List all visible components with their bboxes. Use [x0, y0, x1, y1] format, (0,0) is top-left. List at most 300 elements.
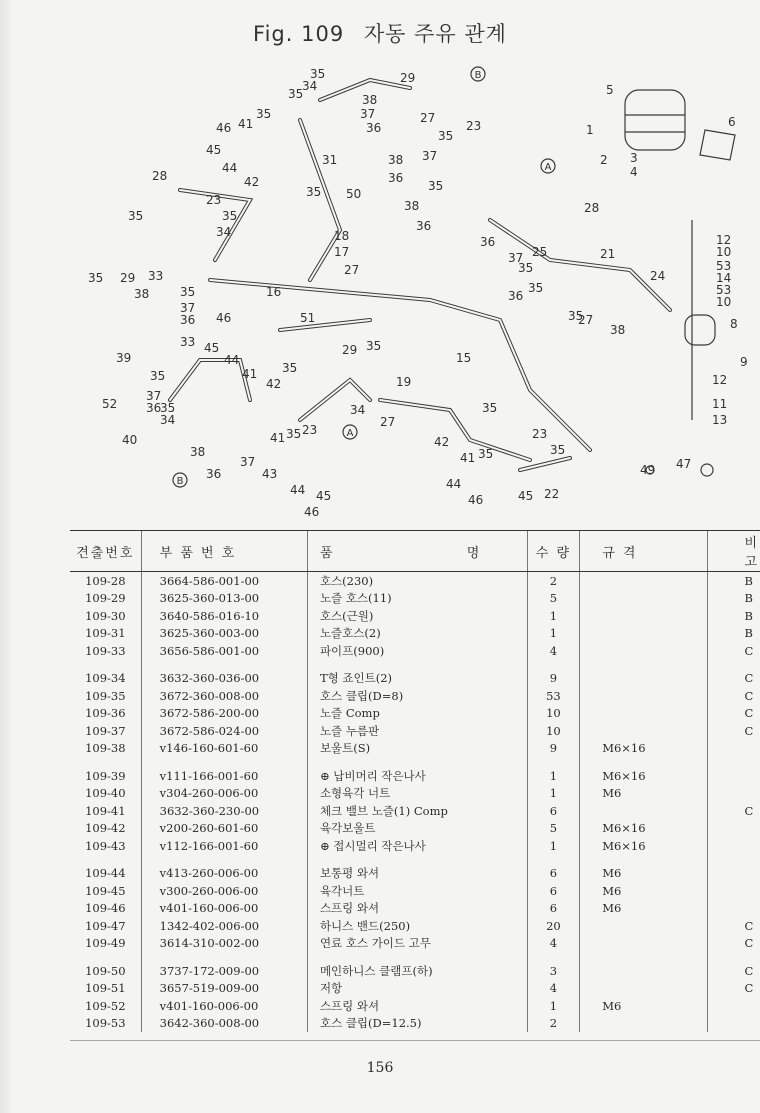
cell-name: 메인하니스 클램프(하)	[307, 962, 527, 980]
callout-number: 36	[480, 235, 496, 249]
cell-part-no: 3640-586-016-10	[141, 607, 307, 625]
cell-no: 109-34	[85, 671, 126, 686]
callout-number: 4	[630, 165, 638, 179]
oil-tank	[625, 90, 685, 150]
callout-number: 45	[206, 143, 222, 157]
callout-number: 36	[146, 401, 162, 415]
callout-number: 6	[728, 115, 736, 129]
callout-number: 42	[244, 175, 260, 189]
callout-number: 34	[160, 413, 176, 427]
cell-no: 109-36	[85, 706, 126, 721]
cell-spec	[580, 572, 708, 590]
callout-number: 27	[344, 263, 360, 277]
callout-number: 36	[366, 121, 382, 135]
callout-number: 45	[316, 489, 332, 503]
callout-number: 45	[204, 341, 220, 355]
cell-remark	[708, 785, 760, 803]
figure-title-text: 자동 주유 관계	[363, 22, 507, 46]
cell-qty: 5	[527, 820, 580, 838]
main-pipe	[210, 280, 590, 450]
callout-number: 35	[310, 67, 326, 81]
cell-spec: M6	[580, 997, 708, 1015]
table-row	[70, 642, 760, 660]
callout-number: 36	[206, 467, 222, 481]
cell-spec	[580, 607, 708, 625]
table-row	[70, 722, 760, 740]
cell-name: 육각너트	[307, 882, 527, 900]
cell-part-no: v304-260-006-00	[141, 785, 307, 803]
cell-qty: 9	[527, 740, 580, 758]
callout-number: 35	[222, 209, 238, 223]
cell-spec	[580, 980, 708, 998]
callout-number: 35	[282, 361, 298, 375]
cell-name: 소형육각 너트	[307, 785, 527, 803]
table-row	[70, 820, 760, 838]
cell-remark: B	[708, 607, 760, 625]
callout-number: 46	[216, 311, 232, 325]
cell-part-no: 3632-360-230-00	[141, 802, 307, 820]
callout-number: 9	[740, 355, 748, 369]
callout-number: 33	[148, 269, 164, 283]
cell-qty: 1	[527, 625, 580, 643]
cell-name: 호스(230)	[307, 572, 527, 590]
cell-spec	[580, 935, 708, 953]
cell-remark: C	[708, 687, 760, 705]
header-name-right: 명	[466, 545, 482, 561]
section-marker	[173, 473, 187, 487]
cell-remark	[708, 865, 760, 883]
section-marker	[541, 159, 555, 173]
cell-qty: 6	[527, 882, 580, 900]
cell-no: 109-45	[85, 883, 126, 898]
callout-number: 37	[146, 389, 162, 403]
cell-qty: 9	[527, 670, 580, 688]
cell-spec	[580, 1015, 708, 1033]
callout-number: 35	[128, 209, 144, 223]
figure-label: Fig. 109	[253, 22, 345, 46]
callout-number: 35	[286, 427, 302, 441]
callout-number: 46	[304, 505, 320, 519]
cell-spec: M6×16	[580, 767, 708, 785]
cell-no: 109-31	[85, 626, 126, 641]
callout-number: 11	[712, 397, 728, 411]
cell-spec	[580, 705, 708, 723]
callout-number: 23	[466, 119, 482, 133]
row-spacer	[70, 660, 760, 670]
cell-no: 109-38	[85, 741, 126, 756]
cell-qty: 1	[527, 997, 580, 1015]
cell-part-no: v300-260-006-00	[141, 882, 307, 900]
cell-part-no: 3672-360-008-00	[141, 687, 307, 705]
callout-number: 35	[180, 285, 196, 299]
cell-name: ⊕ 납비머리 작은나사	[307, 767, 527, 785]
callout-number: 50	[346, 187, 362, 201]
cell-no: 109-52	[85, 998, 126, 1013]
callout-number: 53	[716, 259, 732, 273]
cell-remark: C	[708, 802, 760, 820]
section-marker	[343, 425, 357, 439]
cell-qty: 6	[527, 802, 580, 820]
callout-number: 41	[270, 431, 286, 445]
table-bottom-rule	[70, 1040, 760, 1041]
callout-number: 53	[716, 283, 732, 297]
callout-number: 27	[420, 111, 436, 125]
table-row	[70, 590, 760, 608]
cell-name: 체크 밸브 노즐(1) Comp	[307, 802, 527, 820]
callout-number: 35	[288, 87, 304, 101]
callout-number: 3	[630, 151, 638, 165]
header-no: 견출번호	[70, 531, 141, 572]
cell-remark: B	[708, 572, 760, 590]
cell-part-no: v401-160-006-00	[141, 997, 307, 1015]
callout-number: 44	[224, 353, 240, 367]
table-row	[70, 572, 760, 590]
cell-part-no: 3625-360-003-00	[141, 625, 307, 643]
callout-number: 38	[134, 287, 150, 301]
callout-number: 41	[460, 451, 476, 465]
cell-remark	[708, 997, 760, 1015]
cell-no: 109-42	[85, 821, 126, 836]
cell-name: 호스 클립(D=12.5)	[307, 1015, 527, 1033]
table-row	[70, 785, 760, 803]
cell-remark	[708, 900, 760, 918]
callout-number: 36	[508, 289, 524, 303]
callout-number: 37	[180, 301, 196, 315]
callout-number: 29	[120, 271, 136, 285]
cell-no: 109-28	[85, 573, 126, 588]
table-row	[70, 1015, 760, 1033]
cell-remark	[708, 1015, 760, 1033]
callout-number: 23	[206, 193, 222, 207]
cell-spec	[580, 625, 708, 643]
cell-remark: B	[708, 590, 760, 608]
cell-part-no: 3657-519-009-00	[141, 980, 307, 998]
section-marker-label: B	[176, 476, 184, 487]
cell-part-no: v401-160-006-00	[141, 900, 307, 918]
cell-part-no: 3642-360-008-00	[141, 1015, 307, 1033]
callout-number: 40	[122, 433, 138, 447]
cell-remark	[708, 767, 760, 785]
cell-remark: C	[708, 670, 760, 688]
cell-no: 109-37	[85, 723, 126, 738]
cell-part-no: 1342-402-006-00	[141, 917, 307, 935]
cell-name: 노즐 호스(11)	[307, 590, 527, 608]
callout-number: 44	[290, 483, 306, 497]
cell-qty: 1	[527, 837, 580, 855]
callout-number: 25	[532, 245, 548, 259]
cell-qty: 6	[527, 900, 580, 918]
callout-number: 38	[404, 199, 420, 213]
callout-number: 41	[242, 367, 258, 381]
callout-number: 16	[266, 285, 282, 299]
callout-number: 35	[482, 401, 498, 415]
callout-layer	[88, 67, 748, 519]
callout-number: 35	[438, 129, 454, 143]
cell-no: 109-40	[85, 786, 126, 801]
cell-part-no: v413-260-006-00	[141, 865, 307, 883]
cell-name: 저항	[307, 980, 527, 998]
table-row	[70, 740, 760, 758]
cell-no: 109-50	[85, 963, 126, 978]
header-spec: 규 격	[580, 531, 708, 572]
cell-name: 노즐 Comp	[307, 705, 527, 723]
table-row	[70, 705, 760, 723]
cell-part-no: 3672-586-200-00	[141, 705, 307, 723]
table-row	[70, 882, 760, 900]
callout-number: 17	[334, 245, 350, 259]
cell-no: 109-33	[85, 643, 126, 658]
cell-qty: 2	[527, 572, 580, 590]
cell-part-no: 3664-586-001-00	[141, 572, 307, 590]
cell-name: 파이프(900)	[307, 642, 527, 660]
cell-name: 보통평 와셔	[307, 865, 527, 883]
cell-part-no: 3632-360-036-00	[141, 670, 307, 688]
callout-number: 10	[716, 245, 732, 259]
cell-qty: 4	[527, 980, 580, 998]
callout-number: 8	[730, 317, 738, 331]
callout-number: 22	[544, 487, 560, 501]
callout-number: 47	[676, 457, 692, 471]
callout-number: 2	[600, 153, 608, 167]
callout-number: 44	[222, 161, 238, 175]
cell-spec	[580, 722, 708, 740]
parts-diagram	[70, 60, 760, 520]
cell-name: 호스 클립(D=8)	[307, 687, 527, 705]
callout-number: 34	[216, 225, 232, 239]
callout-number: 34	[302, 79, 318, 93]
section-marker-label: A	[544, 162, 552, 173]
cell-name: 보울트(S)	[307, 740, 527, 758]
table-row	[70, 802, 760, 820]
cell-qty: 53	[527, 687, 580, 705]
cell-remark: C	[708, 917, 760, 935]
header-name	[307, 531, 527, 572]
cell-qty: 10	[527, 722, 580, 740]
callout-number: 10	[716, 295, 732, 309]
callout-number: 35	[528, 281, 544, 295]
callout-number: 42	[434, 435, 450, 449]
cell-spec	[580, 670, 708, 688]
callout-number: 38	[388, 153, 404, 167]
callout-number: 23	[302, 423, 318, 437]
cell-name: 스프링 와셔	[307, 900, 527, 918]
cell-qty: 2	[527, 1015, 580, 1033]
row-spacer	[70, 855, 760, 865]
callout-number: 24	[650, 269, 666, 283]
cell-qty: 3	[527, 962, 580, 980]
cell-name: 노즐 누름판	[307, 722, 527, 740]
table-row	[70, 837, 760, 855]
section-marker	[471, 67, 485, 81]
cell-spec: M6×16	[580, 820, 708, 838]
callout-number: 35	[518, 261, 534, 275]
cell-spec: M6	[580, 900, 708, 918]
cell-part-no: 3656-586-001-00	[141, 642, 307, 660]
callout-number: 46	[216, 121, 232, 135]
table-row	[70, 687, 760, 705]
cell-qty: 20	[527, 917, 580, 935]
callout-number: 35	[366, 339, 382, 353]
cell-name: T형 죠인트(2)	[307, 670, 527, 688]
cell-no: 109-47	[85, 918, 126, 933]
cell-spec: M6	[580, 865, 708, 883]
cell-no: 109-39	[85, 768, 126, 783]
parts-table	[70, 530, 760, 1032]
table-row	[70, 767, 760, 785]
callout-number: 31	[322, 153, 338, 167]
header-qty: 수 량	[527, 531, 580, 572]
callout-number: 35	[88, 271, 104, 285]
row-spacer	[70, 952, 760, 962]
callout-number: 46	[468, 493, 484, 507]
cell-spec	[580, 590, 708, 608]
callout-number: 34	[350, 403, 366, 417]
cell-qty: 1	[527, 607, 580, 625]
callout-number: 39	[116, 351, 132, 365]
cell-part-no: v200-260-601-60	[141, 820, 307, 838]
cell-remark	[708, 820, 760, 838]
cell-spec	[580, 802, 708, 820]
cell-remark: C	[708, 642, 760, 660]
section-marker-label: A	[346, 428, 354, 439]
row-spacer	[70, 757, 760, 767]
cell-name: 호스(근원)	[307, 607, 527, 625]
cell-part-no: v146-160-601-60	[141, 740, 307, 758]
cell-no: 109-41	[85, 803, 126, 818]
callout-number: 5	[606, 83, 614, 97]
table-row	[70, 625, 760, 643]
callout-number: 27	[578, 313, 594, 327]
cell-part-no: v112-166-001-60	[141, 837, 307, 855]
table-row	[70, 900, 760, 918]
cell-no: 109-46	[85, 901, 126, 916]
parts-table-header	[70, 531, 760, 572]
callout-number: 27	[380, 415, 396, 429]
cell-name: 스프링 와셔	[307, 997, 527, 1015]
callout-number: 35	[160, 401, 176, 415]
cell-name: 하니스 밴드(250)	[307, 917, 527, 935]
hose-band	[701, 464, 713, 476]
callout-number: 37	[360, 107, 376, 121]
header-remark: 비 고	[708, 531, 760, 572]
cell-qty: 4	[527, 935, 580, 953]
cell-name: ⊕ 접시멀리 작은나사	[307, 837, 527, 855]
cell-remark	[708, 740, 760, 758]
cell-spec	[580, 687, 708, 705]
callout-number: 37	[240, 455, 256, 469]
callout-number: 35	[306, 185, 322, 199]
callout-number: 35	[478, 447, 494, 461]
parts-table-body	[70, 572, 760, 1033]
table-row	[70, 865, 760, 883]
cell-qty: 5	[527, 590, 580, 608]
callout-number: 35	[256, 107, 272, 121]
cell-no: 109-35	[85, 688, 126, 703]
cell-remark: B	[708, 625, 760, 643]
callout-number: 37	[508, 251, 524, 265]
cell-qty: 4	[527, 642, 580, 660]
callout-number: 1	[586, 123, 594, 137]
cell-remark: C	[708, 705, 760, 723]
cell-part-no: 3737-172-009-00	[141, 962, 307, 980]
callout-number: 21	[600, 247, 616, 261]
cell-spec	[580, 642, 708, 660]
cell-part-no: 3625-360-013-00	[141, 590, 307, 608]
callout-number: 14	[716, 271, 732, 285]
callout-number: 38	[362, 93, 378, 107]
cell-name: 연료 호스 가이드 고무	[307, 935, 527, 953]
table-row	[70, 962, 760, 980]
cell-qty: 6	[527, 865, 580, 883]
callout-number: 36	[416, 219, 432, 233]
callout-number: 38	[610, 323, 626, 337]
header-name-left: 품	[319, 545, 335, 561]
callout-number: 49	[640, 463, 656, 477]
callout-number: 36	[388, 171, 404, 185]
cell-part-no: v111-166-001-60	[141, 767, 307, 785]
table-row	[70, 607, 760, 625]
cell-remark: C	[708, 980, 760, 998]
callout-number: 33	[180, 335, 196, 349]
cell-name: 육각보울트	[307, 820, 527, 838]
callout-number: 37	[422, 149, 438, 163]
callout-number: 12	[712, 373, 728, 387]
cell-part-no: 3672-586-024-00	[141, 722, 307, 740]
cell-spec: M6	[580, 882, 708, 900]
cell-spec: M6	[580, 785, 708, 803]
callout-number: 29	[342, 343, 358, 357]
cell-no: 109-29	[85, 591, 126, 606]
cell-no: 109-44	[85, 866, 126, 881]
callout-number: 35	[150, 369, 166, 383]
cell-no: 109-53	[85, 1016, 126, 1031]
callout-number: 12	[716, 233, 732, 247]
cell-no: 109-51	[85, 981, 126, 996]
callout-number: 28	[584, 201, 600, 215]
callout-number: 43	[262, 467, 278, 481]
callout-number: 41	[238, 117, 254, 131]
callout-number: 23	[532, 427, 548, 441]
cell-no: 109-30	[85, 608, 126, 623]
header-part-no: 부 품 번 호	[141, 531, 307, 572]
callout-number: 42	[266, 377, 282, 391]
pump	[685, 315, 715, 345]
callout-number: 35	[428, 179, 444, 193]
table-row	[70, 935, 760, 953]
callout-number: 15	[456, 351, 472, 365]
callout-number: 28	[152, 169, 168, 183]
callout-number: 38	[190, 445, 206, 459]
callout-number: 36	[180, 313, 196, 327]
cell-no: 109-49	[85, 936, 126, 951]
cell-remark: C	[708, 722, 760, 740]
callout-number: 52	[102, 397, 118, 411]
callout-number: 45	[518, 489, 534, 503]
callout-number: 18	[334, 229, 350, 243]
callout-number: 35	[568, 309, 584, 323]
cell-remark	[708, 882, 760, 900]
cell-name: 노즐호스(2)	[307, 625, 527, 643]
callout-number: 44	[446, 477, 462, 491]
cell-remark: C	[708, 935, 760, 953]
cell-part-no: 3614-310-002-00	[141, 935, 307, 953]
cell-spec	[580, 962, 708, 980]
page-edge-shadow	[0, 0, 14, 1113]
cell-spec: M6×16	[580, 740, 708, 758]
callout-number: 51	[300, 311, 316, 325]
table-row	[70, 670, 760, 688]
callout-number: 19	[396, 375, 412, 389]
